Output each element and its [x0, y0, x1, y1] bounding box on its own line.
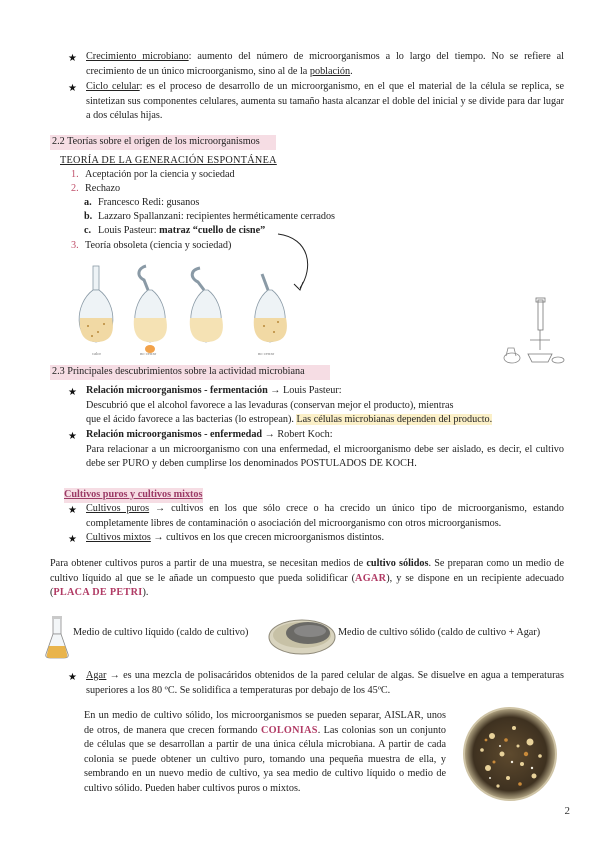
page-number: 2 [564, 804, 570, 817]
solid-medium-label: Medio de cultivo sólido (caldo de cultivo + Agar) [338, 627, 541, 638]
star-bullet-icon: ★ [68, 431, 77, 442]
mixed-cultures-item: Cultivos mixtos → cultivos en los que crecen microorganismos distintos. [86, 532, 385, 543]
flask-caption-1: calor [92, 351, 101, 356]
theory-item-1: 1. Aceptación por la ciencia y sociedad [71, 169, 235, 180]
star-bullet-icon: ★ [68, 83, 77, 94]
theory-sub-b: b. Lazzaro Spallanzani: recipientes herméticamente cerrados [84, 211, 336, 222]
liquid-culture-flask-icon [44, 616, 70, 660]
pure-cultures-item: Cultivos puros → cultivos en los que sólo crece o ha crecido un único tipo de microorganismo, estando completamente libres de contaminación o asociación del microorganismo con otros microorganismos. [86, 503, 564, 529]
agar-definition: Agar → es una mezcla de polisacáridos obtenidos de la pared celular de algas. Se disuelve en agua a temperaturas superiores a los 80 ºC. Se solidifica a temperaturas por debajo de los 45ºC. [86, 670, 564, 696]
star-bullet-icon: ★ [68, 505, 77, 516]
theory-heading: TEORÍA DE LA GENERACIÓN ESPONTÁNEA [60, 155, 277, 166]
theory-sub-a: a. Francesco Redi: gusanos [84, 197, 200, 208]
star-bullet-icon: ★ [68, 387, 77, 398]
petri-dish-icon [266, 613, 338, 657]
flask-1 [79, 266, 113, 342]
star-bullet-icon: ★ [68, 53, 77, 64]
swan-neck-flasks-illustration [78, 262, 308, 358]
growth-definition: Crecimiento microbiano: aumento del número de microorganismos a lo largo del tiempo. No se refiere al crecimiento de un único microorganismo, sino al de la población. [86, 51, 564, 77]
star-bullet-icon: ★ [68, 534, 77, 545]
disease-item: Relación microorganismos - enfermedad → Robert Koch: Para relacionar a un microorganismo con una enfermedad, el microorganismo debe ser aislado, es decir, el cultivo debe ser PURO y deben cumplirse los denominados POSTULADOS DE KOCH. [86, 429, 564, 469]
solid-media-paragraph: Para obtener cultivos puros a partir de una muestra, se necesitan medios de cultivo sólidos. Se preparan como un medio de cultivo líquido al que se le añade un compuesto que pueda solidificar (AGAR), y se dispone en un recipiente adecuado (PLACA DE PETRI). [50, 558, 564, 598]
star-bullet-icon: ★ [68, 672, 77, 683]
section-2-3-title: 2.3 Principales descubrimientos sobre la actividad microbiana [50, 365, 330, 380]
colonies-paragraph: En un medio de cultivo sólido, los microorganismos se pueden separar, AISLAR, unos de otros, de manera que crecen formando COLONIAS. Las colonias son un conjunto de células que se desarrollan a partir de una única célula microbiana. A partir de cada colonia se puede obtener un cultivo puro, tomando una pequeña muestra de ella, y sembrando en un nuevo medio de cultivo, ya sea medio de cultivo líquido o medio de cultivo sólido. Pueden haber cultivos puros o mixtos. [84, 710, 446, 794]
fermentation-item: Relación microorganismos - fermentación → Louis Pasteur: Descubrió que el alcohol favorece a las levaduras (conservan mejor el producto), mientras que el ácido favorece a las bacterias (lo estropean). Las células microbianas dependen del producto. [86, 385, 493, 425]
flask-3 [190, 268, 223, 342]
flask-2 [134, 266, 167, 353]
theory-sub-c: c. Louis Pasteur: matraz “cuello de cisne” [84, 225, 266, 236]
section-2-2-title: 2.2 Teorías sobre el origen de los microorganismos [50, 135, 276, 150]
microscope-sketch-illustration [502, 296, 566, 368]
theory-item-2: 2. Rechazo [71, 183, 121, 194]
theory-item-3: 3. Teoría obsoleta (ciencia y sociedad) [71, 240, 232, 251]
flask-caption-4: no cerrar [258, 351, 275, 356]
cultures-heading: Cultivos puros y cultivos mixtos [64, 488, 203, 503]
flask-caption-2: no cerrar [140, 351, 157, 356]
petri-colonies-photo [462, 706, 558, 802]
cycle-definition: Ciclo celular: es el proceso de desarrollo de un microorganismo, en el que el material de la célula se replica, se sintetizan sus componentes celulares, aumenta su tamaño hasta alcanzar el doble del inicial y se divide para dar lugar a dos células hijas. [86, 81, 564, 121]
liquid-medium-label: Medio de cultivo líquido (caldo de cultivo) [73, 627, 249, 638]
flask-4 [254, 274, 287, 342]
